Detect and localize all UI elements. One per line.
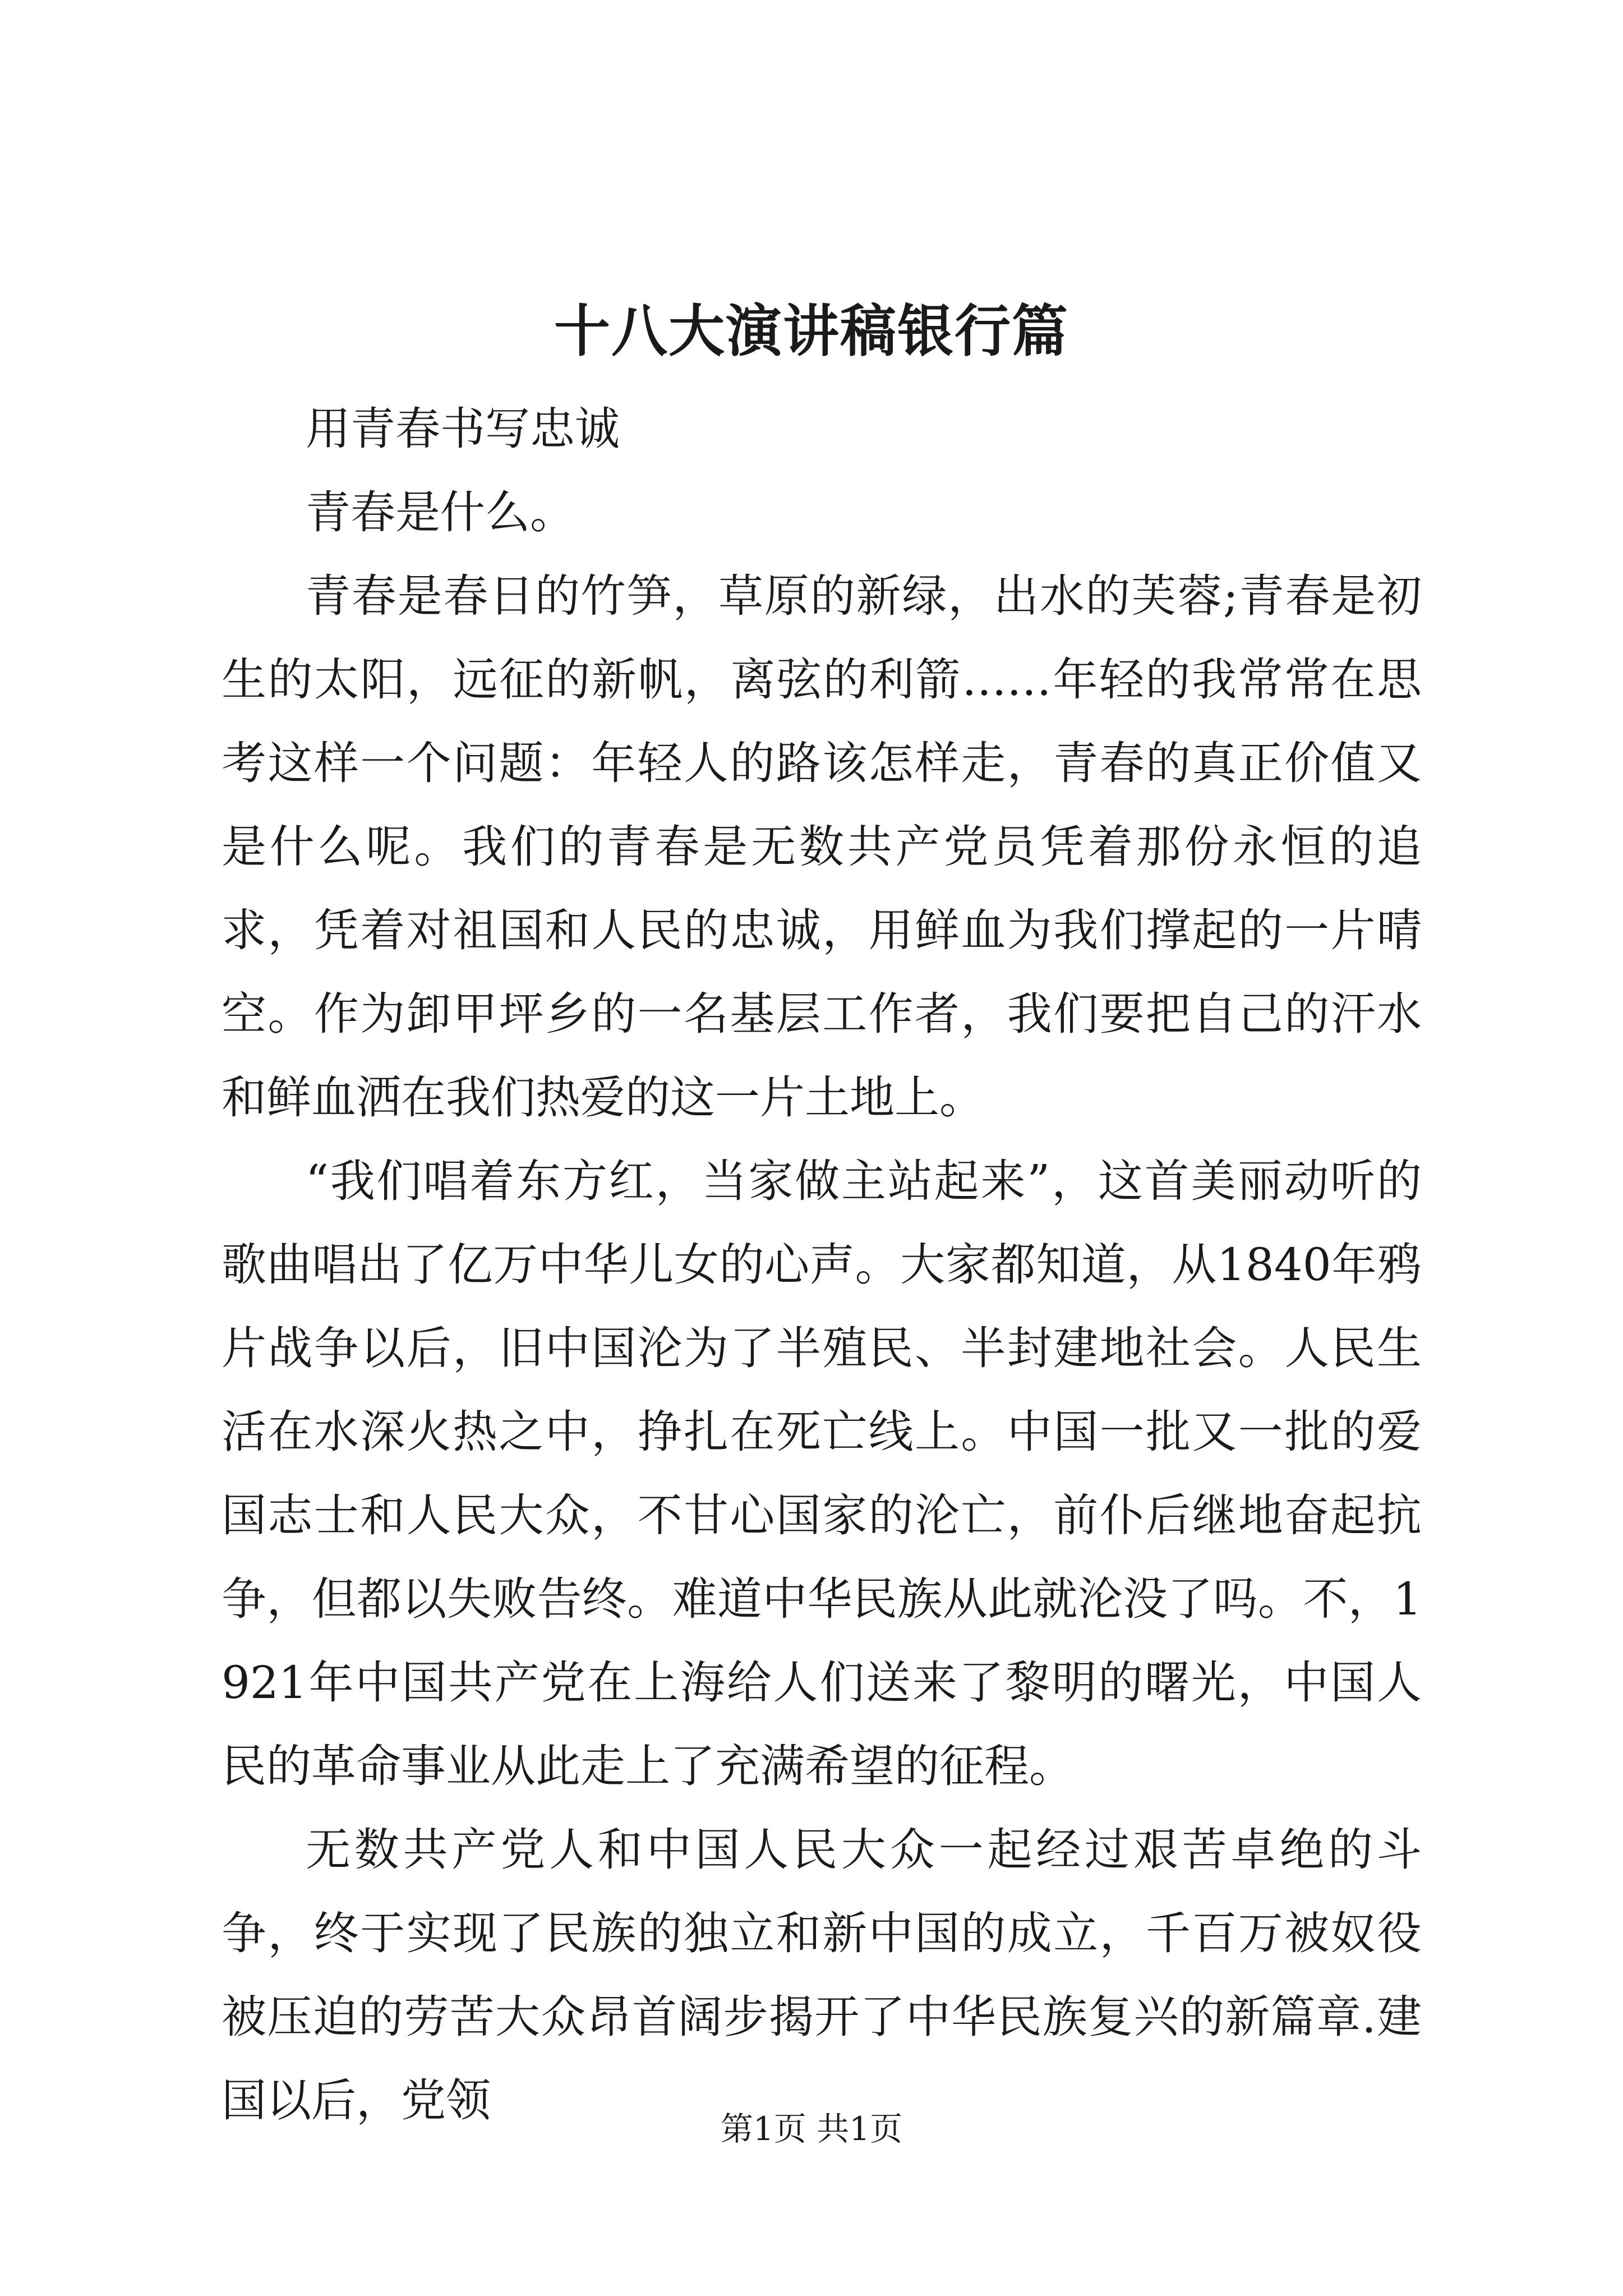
- document-title: 十八大演讲稿银行篇: [554, 298, 1069, 364]
- paragraph-youth: 青春是春日的竹笋，草原的新绿，出水的芙蓉;青春是初生的太阳，远征的新帆，离弦的利箭……年轻的我常常在思考这样一个问题：年轻人的路该怎样走，青春的真正价值又是什么呢。我们的青春是无数共产党员凭着那份永恒的追求，凭着对祖国和人民的忠诚，用鲜血为我们撑起的一片晴空。作为卸甲坪乡的一名基层工作者，我们要把自己的汗水和鲜血洒在我们热爱的这一片土地上。: [222, 570, 1422, 1124]
- paragraph-question: 青春是什么。: [306, 486, 575, 539]
- paragraph-founding: 无数共产党人和中国人民大众一起经过艰苦卓绝的斗争，终于实现了民族的独立和新中国的成立，千百万被奴役被压迫的劳苦大众昂首阔步揭开了中华民族复兴的新篇章.建国以后，党领: [222, 1824, 1422, 2127]
- page-footer: 第1页 共1页: [720, 2110, 903, 2148]
- paragraph-history: “我们唱着东方红，当家做主站起来”，这首美丽动听的歌曲唱出了亿万中华儿女的心声。大家都知道，从1840年鸦片战争以后，旧中国沦为了半殖民、半封建地社会。人民生活在水深火热之中，挣扎在死亡线上。中国一批又一批的爱国志士和人民大众，不甘心国家的沦亡，前仆后继地奋起抗争，但都以失败告终。难道中华民族从此就沦没了吗。不，1921年中国共产党在上海给人们送来了黎明的曙光，中国人民的革命事业从此走上了充满希望的征程。: [222, 1155, 1422, 1792]
- paragraph-subtitle: 用青春书写忠诚: [306, 403, 620, 455]
- document-body: [222, 387, 1422, 2142]
